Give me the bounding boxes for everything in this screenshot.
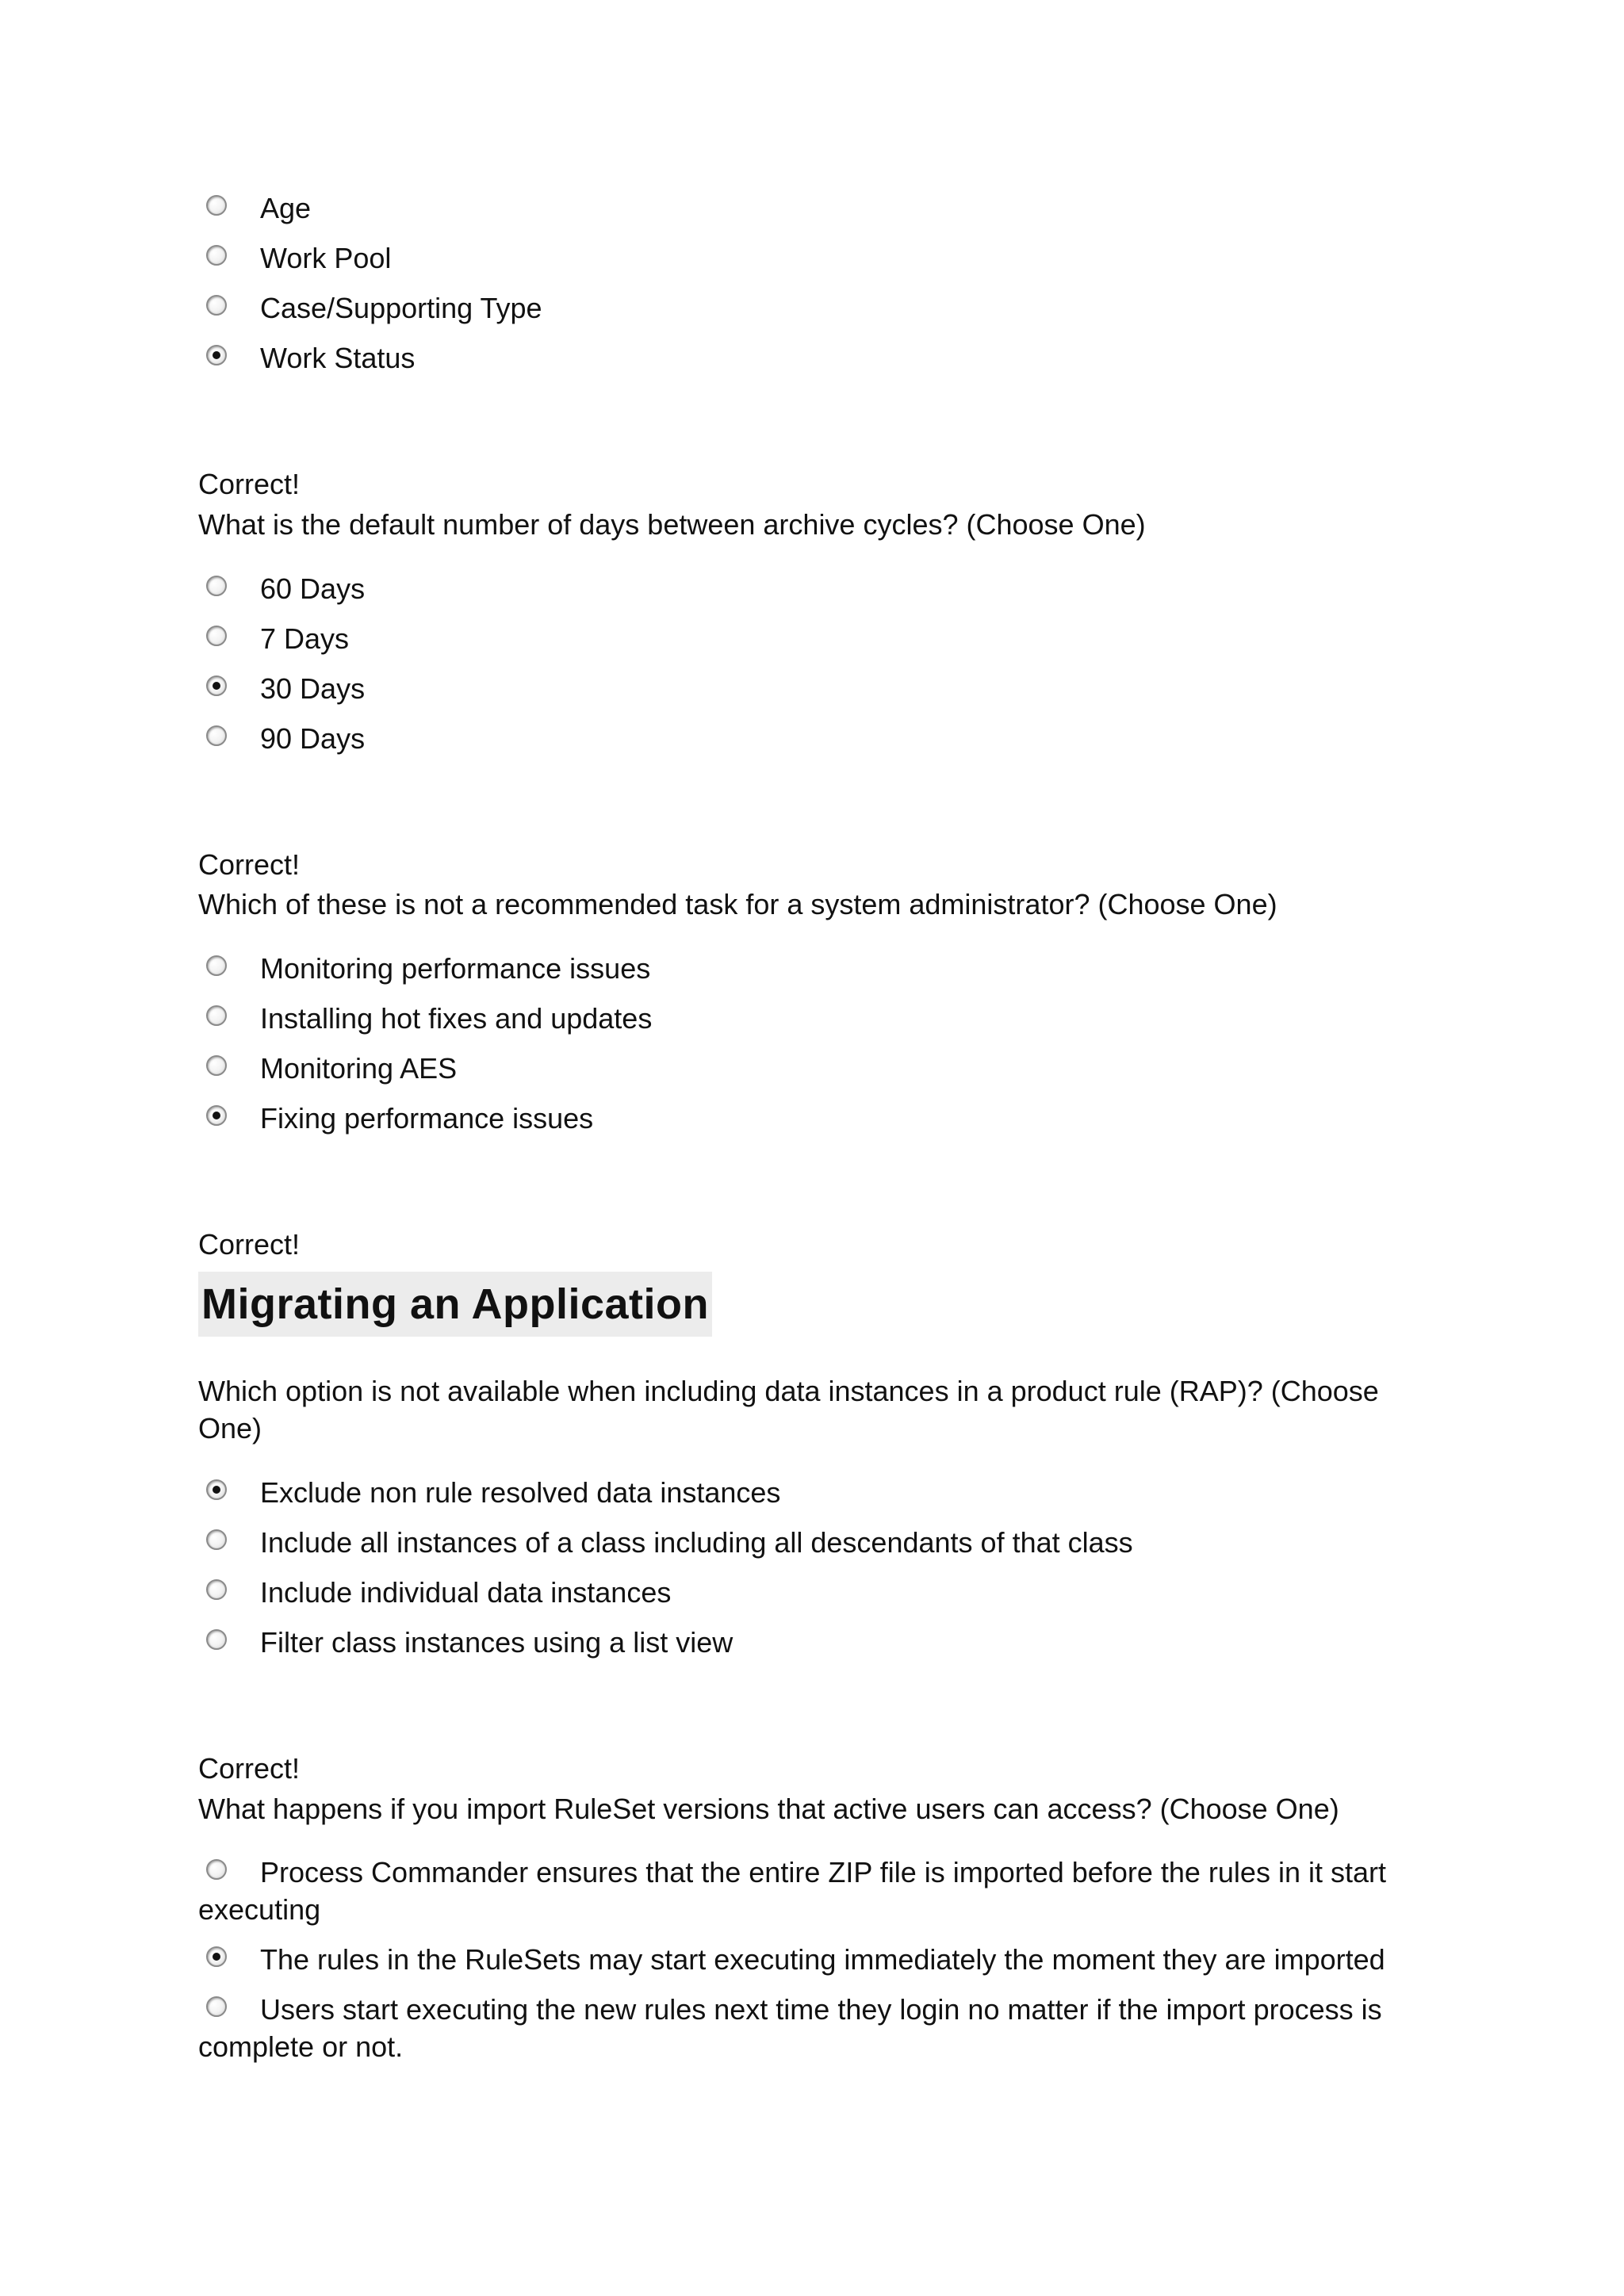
option-label: Monitoring AES xyxy=(260,1052,458,1085)
option-label: Fixing performance issues xyxy=(260,1102,594,1135)
option-item[interactable] xyxy=(198,1854,1435,1929)
question-block-3 xyxy=(198,1226,1435,1662)
radio-button[interactable] xyxy=(206,725,227,746)
option-item[interactable] xyxy=(198,721,1435,758)
option-item[interactable] xyxy=(198,1050,1435,1088)
result-status: Correct! xyxy=(198,1228,301,1261)
option-item[interactable] xyxy=(198,671,1435,708)
result-status: Correct! xyxy=(198,848,301,881)
option-item[interactable] xyxy=(198,1525,1435,1562)
option-item[interactable] xyxy=(198,1992,1435,2066)
radio-button-selected[interactable] xyxy=(206,1479,227,1500)
options-list xyxy=(198,571,1435,758)
option-item[interactable] xyxy=(198,1475,1435,1512)
option-item[interactable] xyxy=(198,240,1435,277)
radio-button-selected[interactable] xyxy=(206,345,227,365)
radio-button[interactable] xyxy=(206,626,227,646)
quiz-page xyxy=(198,190,1435,2079)
radio-button[interactable] xyxy=(206,955,227,976)
option-item[interactable] xyxy=(198,290,1435,327)
option-item[interactable] xyxy=(198,340,1435,377)
option-label: Work Status xyxy=(260,342,416,374)
radio-button[interactable] xyxy=(206,1859,227,1880)
radio-button[interactable] xyxy=(206,1996,227,2017)
question-block-1 xyxy=(198,466,1435,758)
question-text: Which of these is not a recommended task for a system administrator? (Choose One) xyxy=(198,888,1277,921)
option-item[interactable] xyxy=(198,1624,1435,1662)
radio-button-selected[interactable] xyxy=(206,1946,227,1967)
option-item[interactable] xyxy=(198,190,1435,228)
radio-button[interactable] xyxy=(206,195,227,216)
option-label: Exclude non rule resolved data instances xyxy=(260,1475,781,1509)
option-item[interactable] xyxy=(198,571,1435,608)
radio-button-selected[interactable] xyxy=(206,1105,227,1126)
radio-button[interactable] xyxy=(206,1529,227,1550)
option-label: Work Pool xyxy=(260,242,392,274)
radio-button[interactable] xyxy=(206,1005,227,1026)
option-label: 90 Days xyxy=(260,721,366,755)
option-label: Users start executing the new rules next time they login no matter if the import process is complete or not. xyxy=(198,1992,1382,2063)
radio-button[interactable] xyxy=(206,245,227,266)
option-label: Include all instances of a class including all descendants of that class xyxy=(260,1525,1133,1559)
radio-button[interactable] xyxy=(206,295,227,316)
option-label: Include individual data instances xyxy=(260,1575,672,1609)
radio-button[interactable] xyxy=(206,1579,227,1600)
radio-button[interactable] xyxy=(206,1629,227,1650)
option-item[interactable] xyxy=(198,1575,1435,1612)
section-heading: Migrating an Application xyxy=(198,1272,712,1337)
option-label: Process Commander ensures that the entire ZIP file is imported before the rules in it start executing xyxy=(198,1856,1386,1927)
option-label: 30 Days xyxy=(260,672,366,705)
option-label: The rules in the RuleSets may start executing immediately the moment they are imported xyxy=(260,1942,1385,1976)
option-label: Age xyxy=(260,192,312,224)
result-status: Correct! xyxy=(198,468,301,500)
question-block-4 xyxy=(198,1751,1435,2066)
radio-button[interactable] xyxy=(206,576,227,596)
option-label: Installing hot fixes and updates xyxy=(260,1002,653,1035)
option-item[interactable] xyxy=(198,1100,1435,1138)
options-list xyxy=(198,1475,1435,1662)
option-label: 60 Days xyxy=(260,572,366,605)
option-label: Filter class instances using a list view xyxy=(260,1625,733,1659)
option-item[interactable] xyxy=(198,951,1435,988)
question-block-2 xyxy=(198,847,1435,1138)
option-label: 7 Days xyxy=(260,622,350,655)
option-item[interactable] xyxy=(198,1001,1435,1038)
result-status: Correct! xyxy=(198,1751,301,1785)
option-item[interactable] xyxy=(198,1942,1435,1979)
radio-button-selected[interactable] xyxy=(206,675,227,696)
radio-button[interactable] xyxy=(206,1055,227,1076)
option-label: Case/Supporting Type xyxy=(260,292,542,324)
option-item[interactable] xyxy=(198,621,1435,658)
question-text: Which option is not available when including data instances in a product rule (RAP)? (Choose One) xyxy=(198,1375,1379,1445)
option-label: Monitoring performance issues xyxy=(260,952,651,985)
options-list xyxy=(198,951,1435,1138)
question-block-0 xyxy=(198,190,1435,377)
question-text: What is the default number of days between archive cycles? (Choose One) xyxy=(198,507,1146,541)
options-list xyxy=(198,190,1435,377)
question-text: What happens if you import RuleSet versions that active users can access? (Choose One) xyxy=(198,1792,1339,1825)
options-list xyxy=(198,1854,1435,2065)
